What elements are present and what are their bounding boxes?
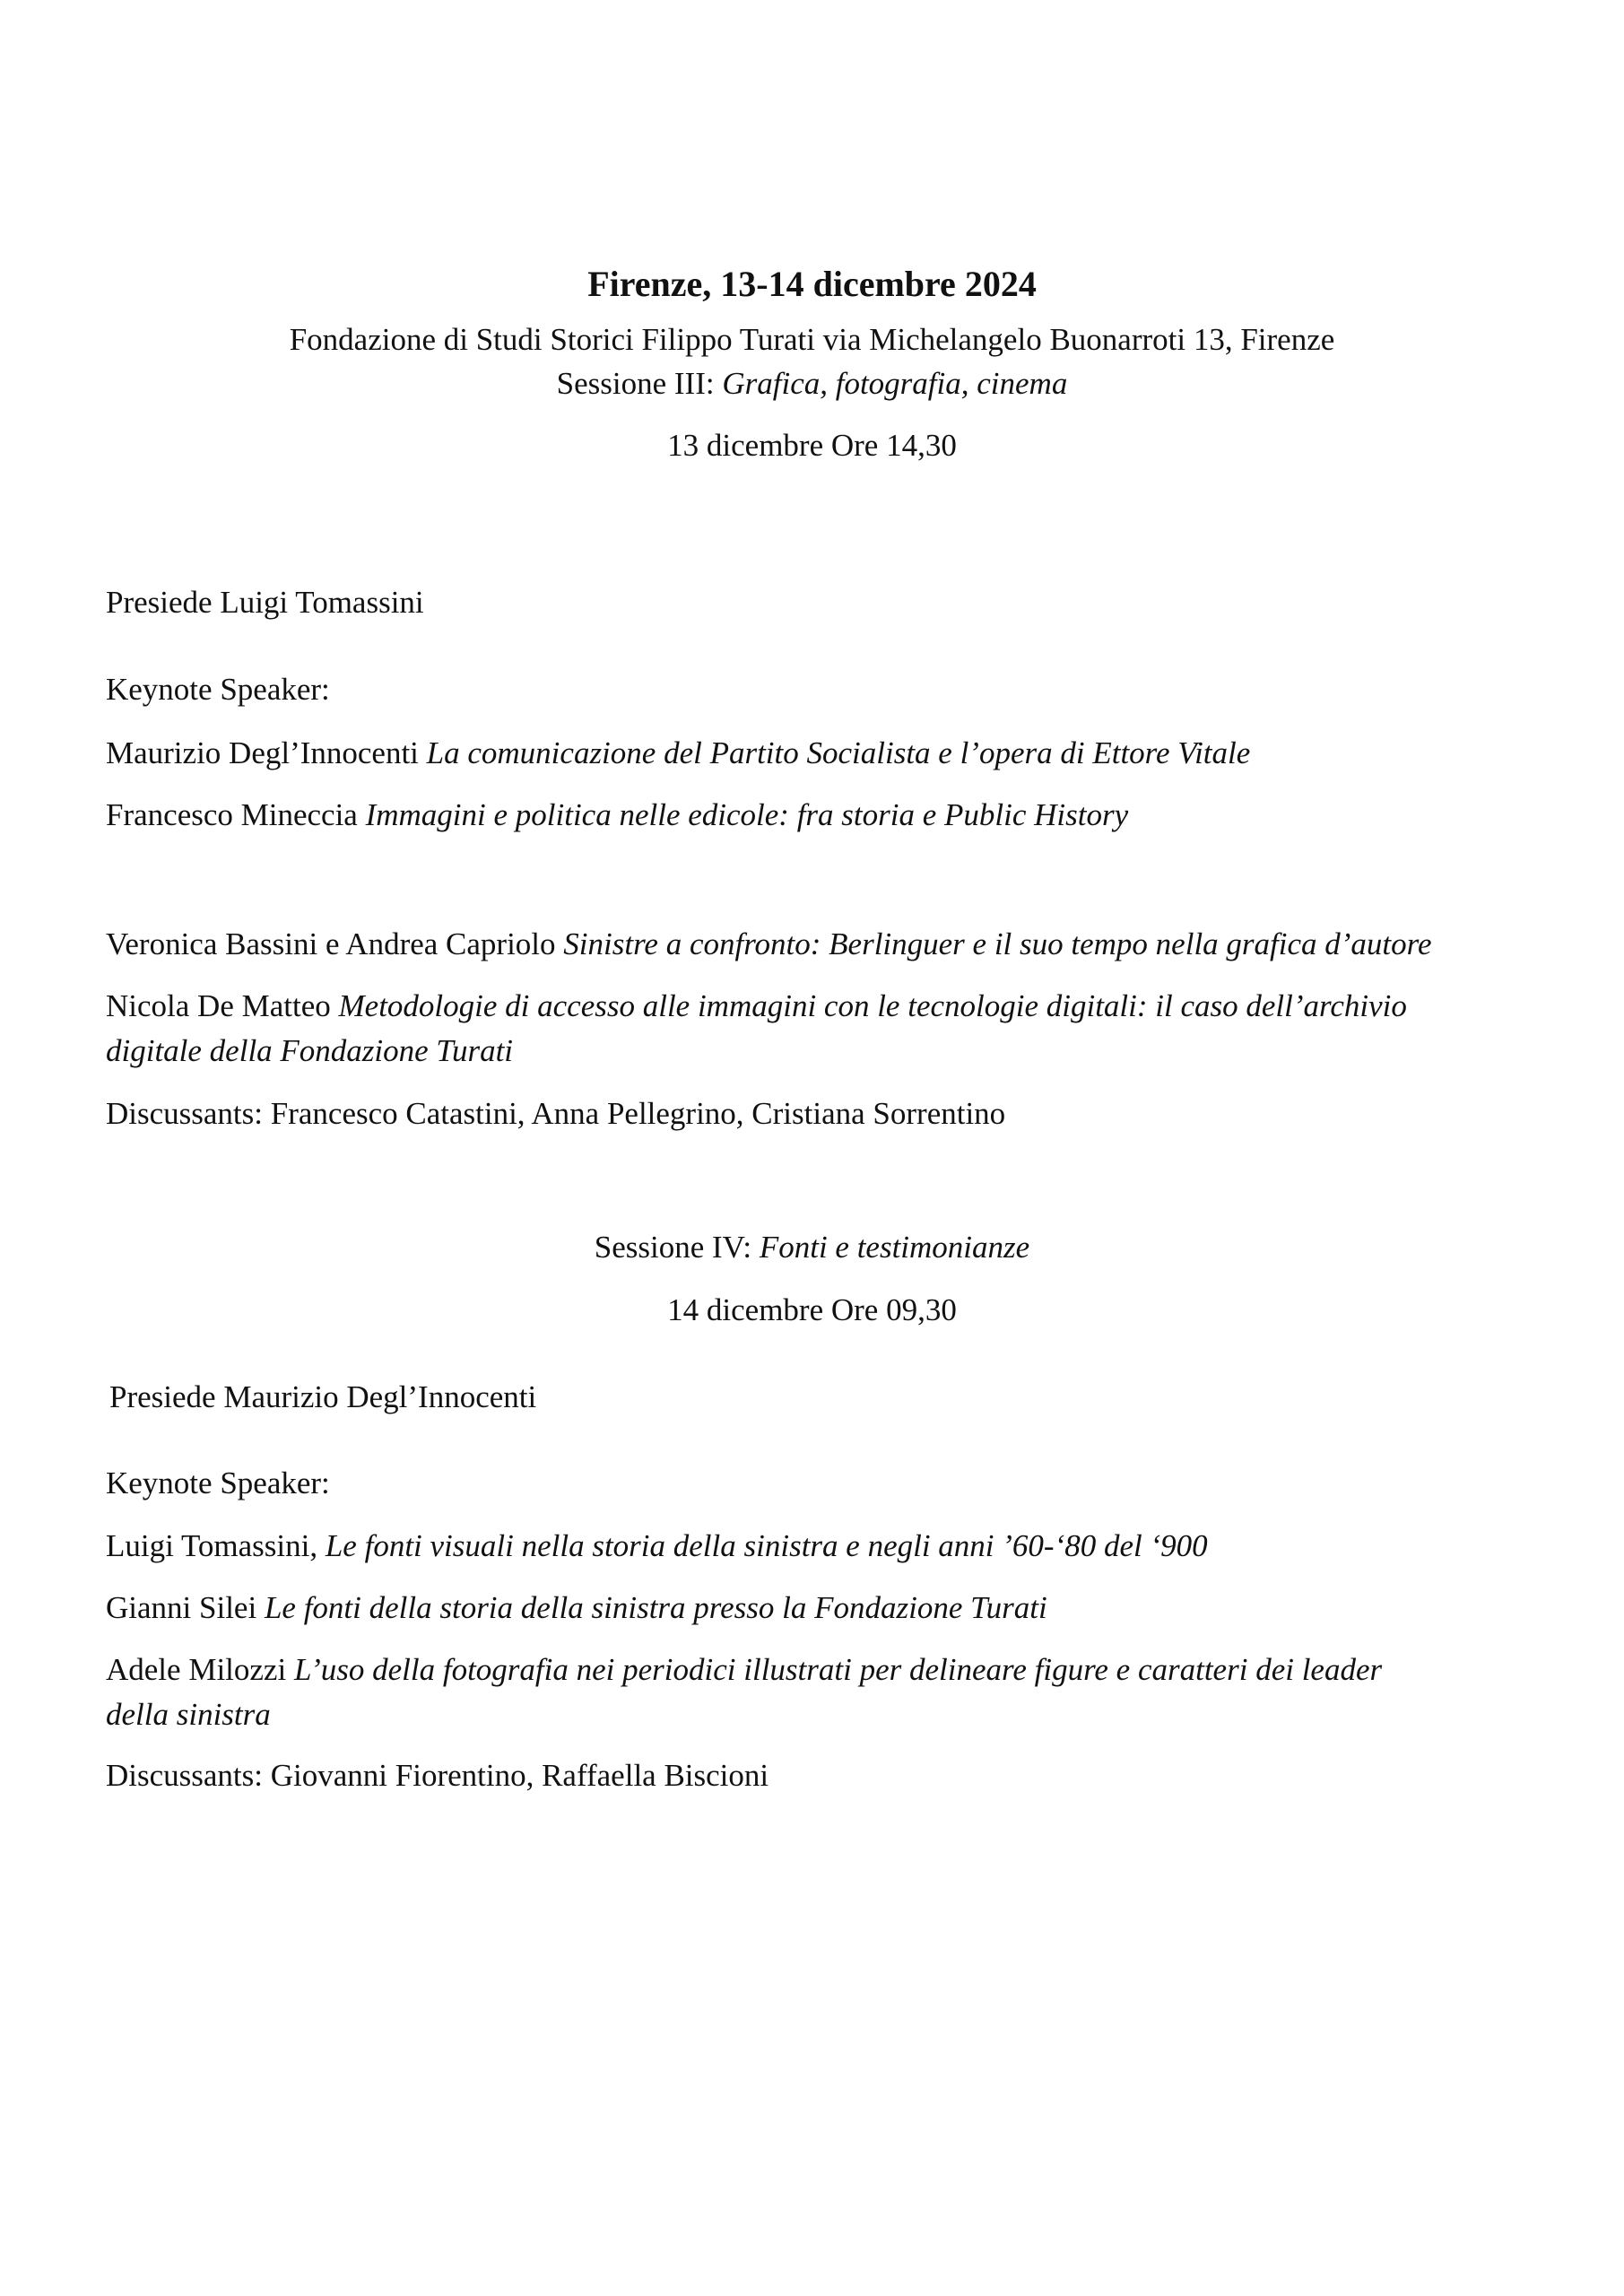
session4-talk-1 <box>106 1526 1208 1566</box>
talk-title: Le fonti visuali nella storia della sinistra e negli anni ’60-‘80 del ‘900 <box>325 1528 1208 1563</box>
talk-title: L’uso della fotografia nei periodici illustrati per delineare figure e caratteri dei leader <box>293 1652 1383 1687</box>
talk-title: Sinistre a confronto: Berlinguer e il suo tempo nella grafica d’autore <box>563 926 1432 961</box>
session4-prefix: Sessione IV: <box>594 1230 752 1265</box>
speaker-name: Veronica Bassini e Andrea Capriolo <box>106 926 556 961</box>
talk-title-continued: della sinistra <box>106 1697 271 1732</box>
session3-chair: Presiede Luigi Tomassini <box>106 585 424 620</box>
talk-title: La comunicazione del Partito Socialista e l’opera di Ettore Vitale <box>426 735 1251 770</box>
speaker-name: Gianni Silei <box>106 1590 257 1625</box>
session3-discussants: Discussants: Francesco Catastini, Anna Pellegrino, Cristiana Sorrentino <box>106 1096 1006 1131</box>
session3-title: Grafica, fotografia, cinema <box>722 366 1068 401</box>
speaker-name: Luigi Tomassini, <box>106 1528 318 1563</box>
talk-title: Metodologie di accesso alle immagini con le tecnologie digitali: il caso dell’archivio <box>338 988 1407 1023</box>
session3-talk-4-cont <box>106 1031 513 1071</box>
session4-talk-3-cont <box>106 1695 271 1735</box>
venue-line: Fondazione di Studi Storici Filippo Turati via Michelangelo Buonarroti 13, Firenze <box>289 322 1335 357</box>
session4-time: 14 dicembre Ore 09,30 <box>667 1292 957 1327</box>
session4-heading <box>0 1228 1624 1267</box>
speaker-name: Maurizio Degl’Innocenti <box>106 735 419 770</box>
session4-talk-2 <box>106 1588 1047 1628</box>
session4-keynote-label: Keynote Speaker: <box>106 1465 330 1500</box>
session4-title: Fonti e testimonianze <box>759 1230 1030 1265</box>
session4-chair: Presiede Maurizio Degl’Innocenti <box>109 1379 537 1414</box>
speaker-name: Adele Milozzi <box>106 1652 287 1687</box>
session3-talk-3 <box>106 925 1432 964</box>
session3-talk-2 <box>106 796 1128 835</box>
speaker-name: Francesco Mineccia <box>106 797 358 832</box>
session4-talk-3 <box>106 1650 1382 1690</box>
talk-title: Immagini e politica nelle edicole: fra storia e Public History <box>365 797 1129 832</box>
session3-keynote-label: Keynote Speaker: <box>106 672 330 707</box>
document-title: Firenze, 13-14 dicembre 2024 <box>587 264 1037 304</box>
session3-time: 13 dicembre Ore 14,30 <box>667 428 957 463</box>
session3-heading <box>0 364 1624 404</box>
talk-title: Le fonti della storia della sinistra presso la Fondazione Turati <box>264 1590 1047 1625</box>
session3-prefix: Sessione III: <box>556 366 715 401</box>
talk-title-continued: digitale della Fondazione Turati <box>106 1033 514 1068</box>
session3-talk-1 <box>106 734 1250 773</box>
session3-talk-4 <box>106 987 1407 1026</box>
speaker-name: Nicola De Matteo <box>106 988 331 1023</box>
session4-discussants: Discussants: Giovanni Fiorentino, Raffaella Biscioni <box>106 1758 769 1793</box>
